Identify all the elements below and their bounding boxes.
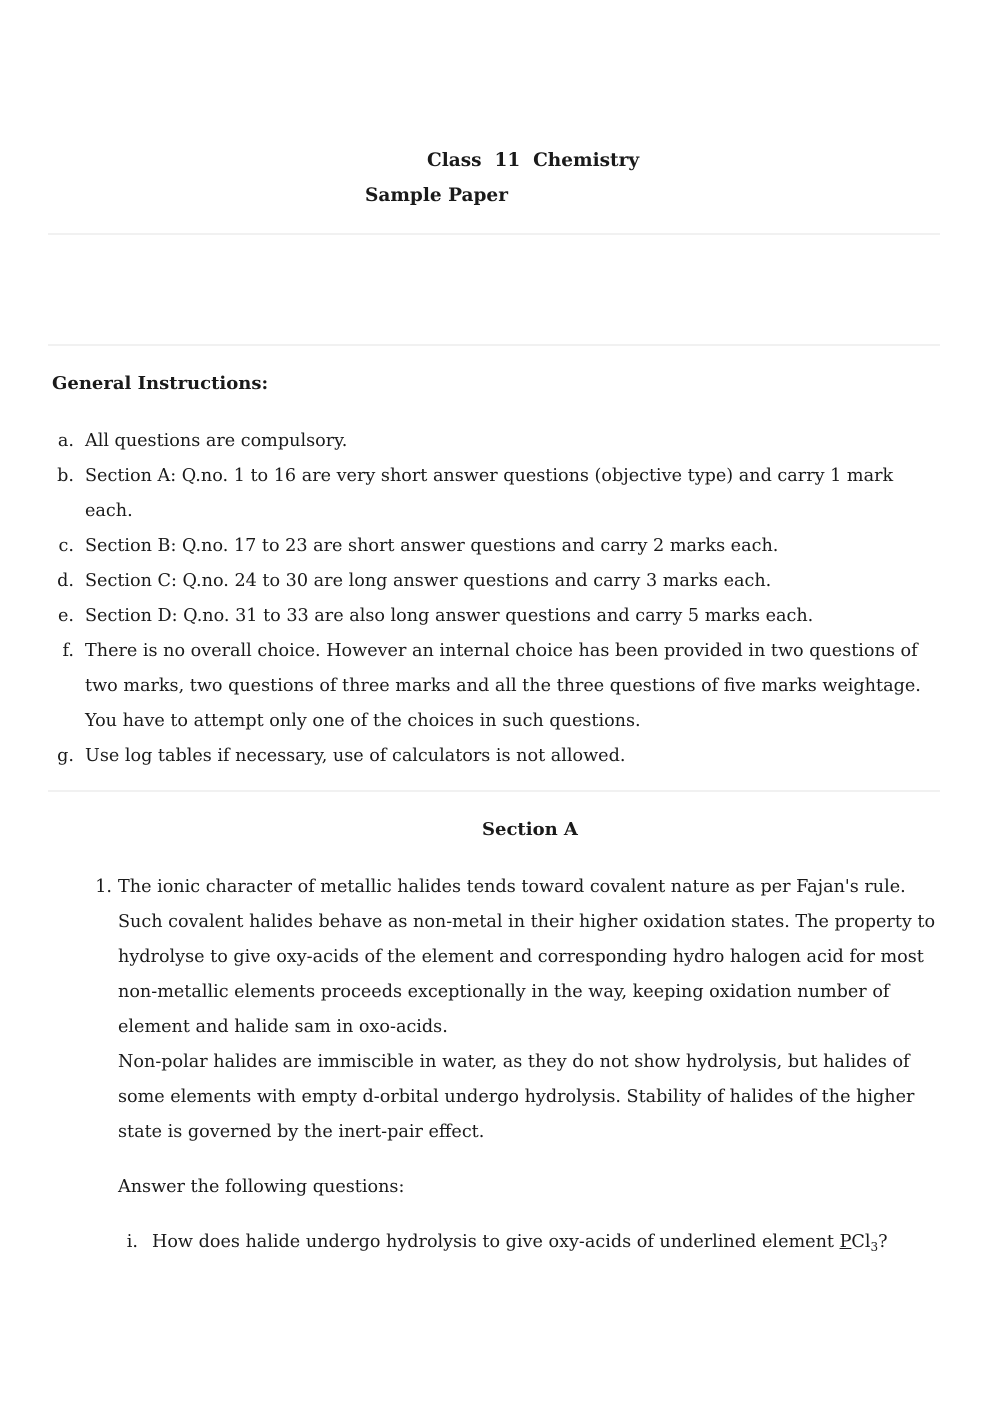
instruction-item <box>50 459 940 529</box>
document-subtitle: Sample Paper <box>365 185 508 206</box>
list-marker: f. <box>62 641 74 661</box>
instruction-item <box>50 424 940 459</box>
list-marker: d. <box>57 571 74 591</box>
instruction-text: Use log tables if necessary, use of calculators is not allowed. <box>85 746 626 766</box>
list-marker: b. <box>57 466 74 486</box>
divider <box>48 344 940 346</box>
instruction-text: Section A: Q.no. 1 to 16 are very short answer questions (objective type) and carry 1 mark each. <box>85 466 894 521</box>
instruction-item <box>50 529 940 564</box>
instruction-text: There is no overall choice. However an internal choice has been provided in two questions of two marks, two questions of three marks and all the three questions of five marks weightage. You have to attempt only one of the choices in such questions. <box>85 641 921 731</box>
divider <box>48 790 940 792</box>
question-passage: The ionic character of metallic halides tends toward covalent nature as per Fajan's rule. Such covalent halides behave as non-metal in their higher oxidation states. The property to hydrolyse to give oxy-acids of the element and corresponding hydro halogen acid for most non-metallic elements proceeds exceptionally in the way, keeping oxidation number of element and halide sam in oxo-acids. <box>118 877 936 1037</box>
instruction-text: Section D: Q.no. 31 to 33 are also long answer questions and carry 5 marks each. <box>85 606 814 626</box>
instructions-list <box>50 424 940 774</box>
instruction-item <box>50 634 940 739</box>
sub-question-i <box>118 1225 944 1265</box>
divider <box>48 233 940 235</box>
question-prompt: Answer the following questions: <box>118 1177 405 1197</box>
list-marker: a. <box>57 431 74 451</box>
question-1 <box>86 870 944 1265</box>
question-mark: ? <box>878 1232 888 1252</box>
instruction-text: Section B: Q.no. 17 to 23 are short answer questions and carry 2 marks each. <box>85 536 779 556</box>
instruction-item <box>50 564 940 599</box>
formula-text: Cl <box>851 1232 871 1252</box>
list-marker: e. <box>57 606 74 626</box>
instruction-item <box>50 599 940 634</box>
document-title: Class 11 Chemistry <box>427 150 640 171</box>
question-number: 1. <box>95 877 112 897</box>
sub-question-text: How does halide undergo hydrolysis to give oxy-acids of underlined element <box>152 1232 840 1252</box>
instruction-text: Section C: Q.no. 24 to 30 are long answer questions and carry 3 marks each. <box>85 571 772 591</box>
underlined-element: P <box>839 1232 852 1252</box>
instruction-item <box>50 739 940 774</box>
question-passage: Non-polar halides are immiscible in water, as they do not show hydrolysis, but halides of some elements with empty d-orbital undergo hydrolysis. Stability of halides of the higher state is governed by the inert-pair effect. <box>118 1052 915 1142</box>
sub-question-marker: i. <box>126 1232 138 1252</box>
formula-subscript: 3 <box>870 1240 879 1254</box>
list-marker: c. <box>58 536 74 556</box>
instructions-heading: General Instructions: <box>52 373 269 394</box>
instruction-text: All questions are compulsory. <box>85 431 348 451</box>
list-marker: g. <box>57 746 74 766</box>
section-a-heading: Section A <box>482 819 578 840</box>
